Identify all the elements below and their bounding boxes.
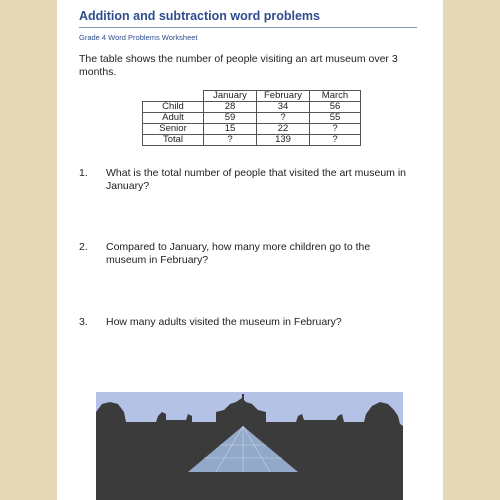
row-label: Child [143,102,204,113]
table-cell: 34 [257,102,310,113]
row-label: Total [143,135,204,146]
table-cell: ? [257,113,310,124]
table-row [143,124,361,135]
louvre-skyline-icon [96,392,403,500]
worksheet-subtitle: Grade 4 Word Problems Worksheet [79,33,198,42]
question-number: 3. [79,316,88,328]
question-text: How many adults visited the museum in February? [106,316,342,328]
table-header-row [143,91,361,102]
table-cell: 22 [257,124,310,135]
question-text: What is the total number of people that visited the art museum in January? [106,167,406,192]
table-cell: 59 [204,113,257,124]
title-divider [79,27,417,28]
table-cell: 56 [310,102,361,113]
row-label: Senior [143,124,204,135]
intro-text: The table shows the number of people visiting an art museum over 3 months. [79,53,398,78]
table-cell: ? [310,124,361,135]
table-cell: 15 [204,124,257,135]
worksheet-page [57,0,443,500]
row-label: Adult [143,113,204,124]
question-number: 1. [79,167,88,179]
table-row [143,102,361,113]
table-cell: 28 [204,102,257,113]
roof-finial [242,394,244,400]
visitors-table [142,90,361,146]
table-row [143,113,361,124]
table-cell: ? [204,135,257,146]
ground [96,472,403,500]
column-header: January [204,91,257,102]
question-text: Compared to January, how many more children go to the museum in February? [106,241,371,266]
worksheet-title: Addition and subtraction word problems [79,9,320,23]
table-corner-cell [143,91,204,102]
table-cell: 139 [257,135,310,146]
table-row [143,135,361,146]
table-cell: ? [310,135,361,146]
question-number: 2. [79,241,88,253]
column-header: March [310,91,361,102]
table-cell: 55 [310,113,361,124]
column-header: February [257,91,310,102]
